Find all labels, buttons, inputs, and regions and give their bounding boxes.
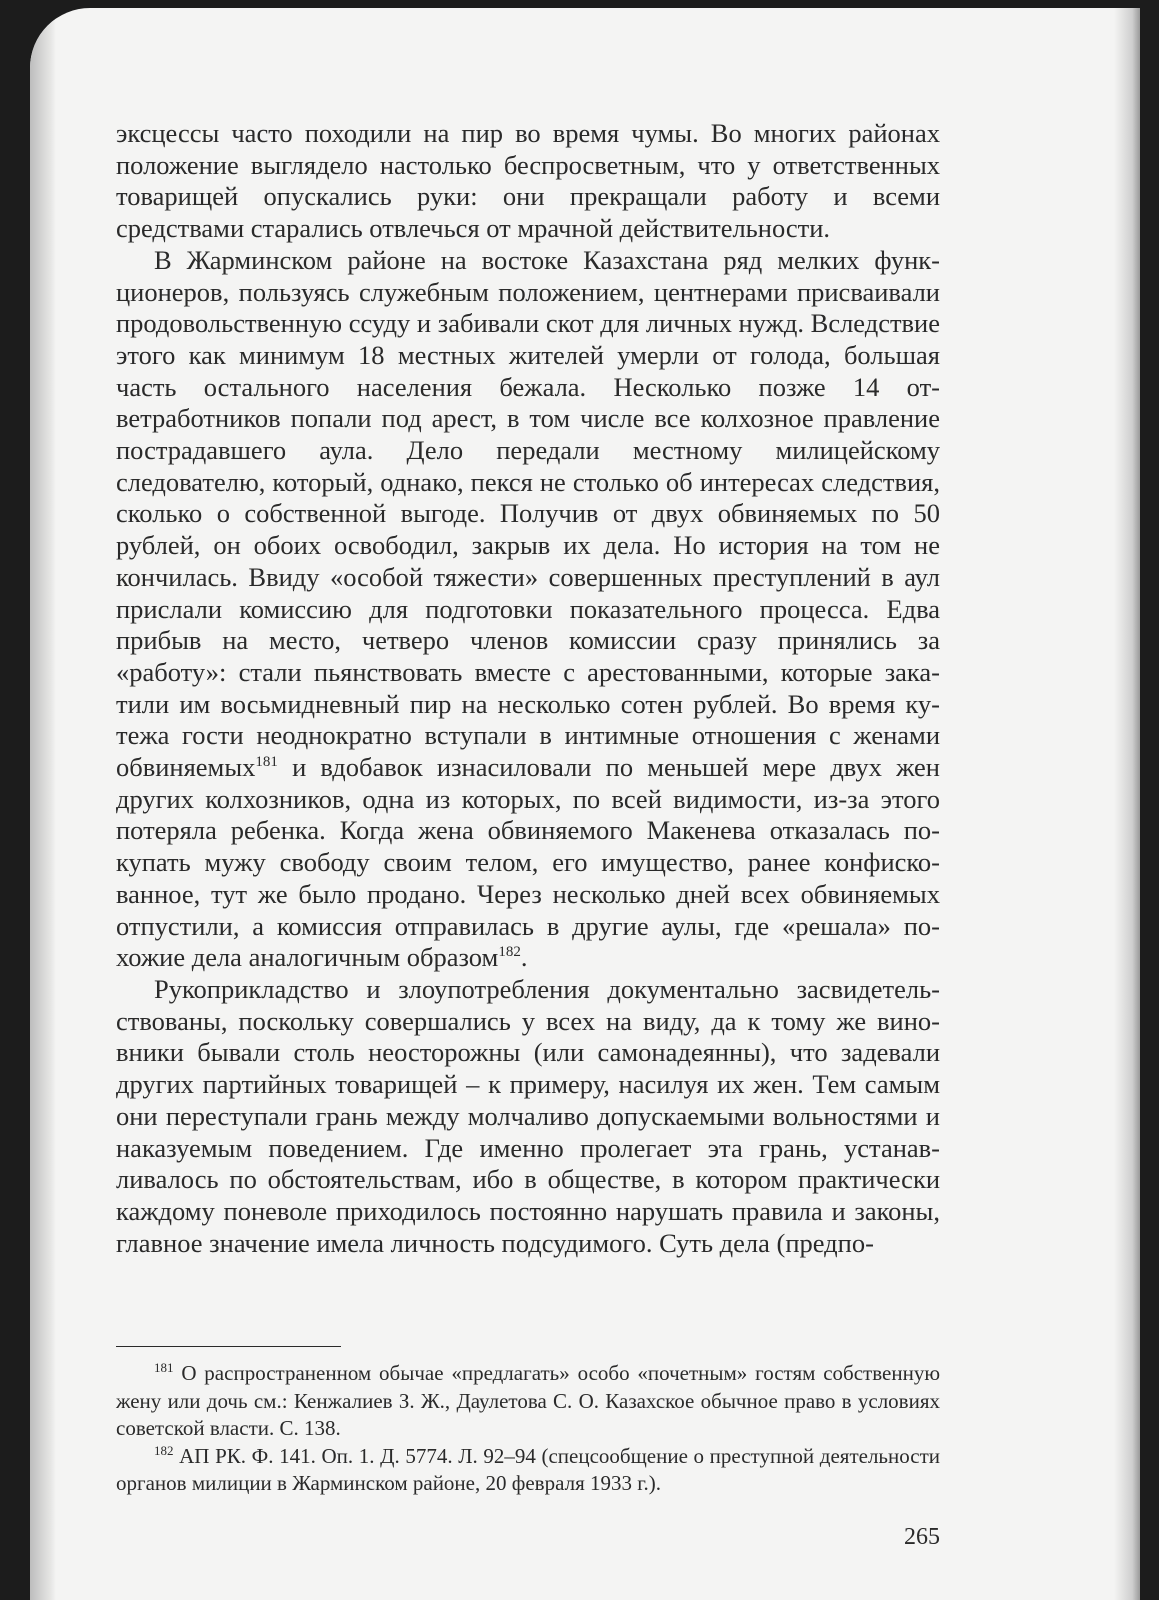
paragraph-2 — [116, 245, 940, 974]
footnote-181 — [116, 1360, 940, 1443]
footnote-text: О распространенном обычае «предлагать» особо «почетным» гостям собственную жену или дочь см.: Кенжалиев З. Ж., Даулетова С. О. Казахское обычное право в условиях советской власти. С. 138. — [116, 1361, 941, 1440]
footnote-ref-182[interactable]: 182 — [498, 944, 521, 961]
paragraph-2-part-3: . — [520, 942, 528, 973]
footnote-ref-181[interactable]: 181 — [255, 754, 278, 771]
footnotes — [116, 1360, 940, 1498]
paragraph-2-part-1: В Жарминском районе на востоке Казахстана ряд мелких функционеров, пользуясь служебным положением, центнерами присваивали продовольственную ссуду и забивали скот для личных нужд. Вследствие этого как минимум 18 местных жителей умерли от голода, большая часть остального населения бежала. Несколько позже 14 ответработников попали под арест, в том числе все колхозное правление пострадавшего аула. Дело передали местному милицейскому следователю, который, однако, пекся не столько об интересах следствия, сколько о собственной выгоде. Получив от двух обвиняемых по 50 рублей, он обоих освободил, закрыв их дела. Но история на том не кончилась. Ввиду «особой тяжести» совершенных преступлений в аул прислали комиссию для подготовки показательного процесса. Едва прибыв на место, четверо членов комиссии сразу принялись за «работу»: стали пьянствовать вместе с арестованными, которые закатили им восьмидневный пир на несколько сотен рублей. Во время кутежа гости неоднократно вступали в интимные отношения с женами обвиняемых — [116, 244, 940, 783]
main-text — [116, 118, 940, 1259]
paragraph-1: эксцессы часто походили на пир во время чумы. Во многих районах положение выглядело настолько беспросветным, что у ответственных товарищей опускались руки: они прекращали работу и всеми средствами старались отвлечься от мрачной действительности. — [116, 118, 940, 244]
paragraph-3: Рукоприкладство и злоупотребления документально засвидетельствованы, поскольку совершались у всех на виду, да к тому же виновники бывали столь неосторожны (или самонадеянны), что задевали других партийных товарищей – к примеру, насилуя их жен. Тем самым они переступали грань между молчаливо допускаемыми вольностями и наказуемым поведением. Где именно пролегает эта грань, устанавливалось по обстоятельствам, ибо в обществе, в котором практически каждому поневоле приходилось постоянно нарушать правила и законы, главное значение имела личность подсудимого. Суть дела (предпо- — [116, 973, 940, 1258]
footnote-182 — [116, 1443, 940, 1498]
footnote-separator — [116, 1346, 341, 1347]
footnote-text: АП РК. Ф. 141. Оп. 1. Д. 5774. Л. 92–94 (спецсообщение о преступной деятельности органов милиции в Жарминском районе, 20 февраля 1933 г.). — [116, 1443, 940, 1495]
footnote-number: 182 — [154, 1442, 174, 1458]
page-number: 265 — [904, 1524, 940, 1550]
paragraph-2-part-2: и вдобавок изнасиловали по меньшей мере двух жен других колхозников, одна из которых, по всей видимости, из-за этого потеряла ребенка. Когда жена обвиняемого Макенева отказалась покупать мужу свободу своим телом, его имущество, ранее конфискованное, тут же было продано. Через несколько дней всех обвиняемых отпустили, а комиссия отправилась в другие аулы, где «решала» похожие дела аналогичным образом — [116, 752, 940, 973]
page-edge-shadow — [1114, 8, 1140, 1600]
book-page — [30, 8, 1140, 1600]
page-binding-shadow — [30, 8, 56, 1600]
footnote-number: 181 — [154, 1360, 174, 1375]
